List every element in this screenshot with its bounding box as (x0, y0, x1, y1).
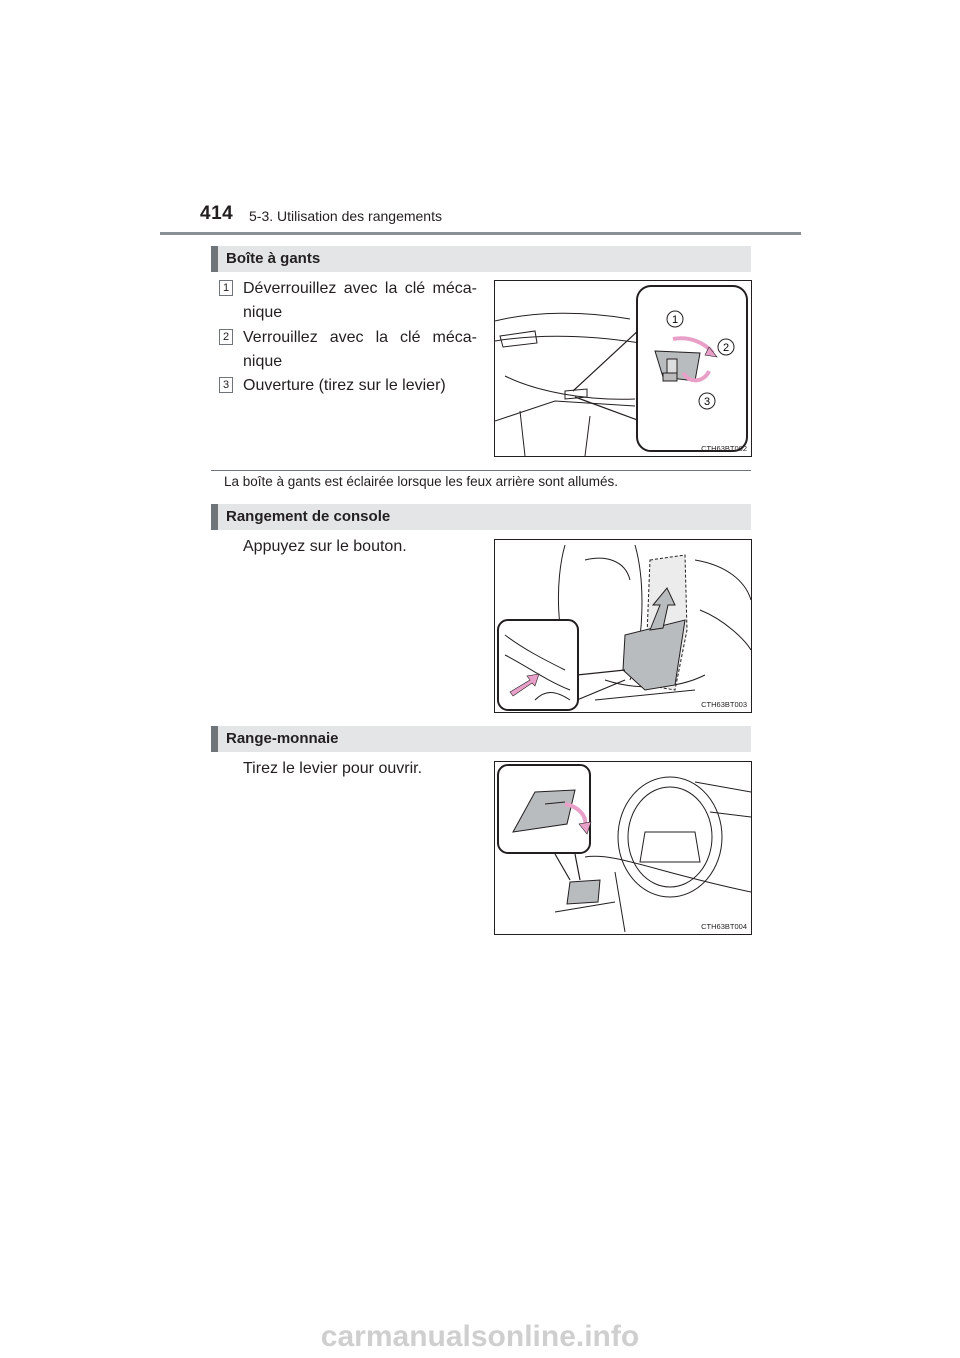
header-rule (160, 232, 801, 235)
figure-code: CTH63BT004 (701, 922, 747, 931)
callout-2: 2 (722, 342, 730, 354)
glovebox-note: La boîte à gants est éclairée lorsque les feux arrière sont allumés. (224, 474, 618, 489)
section-bar (211, 726, 218, 752)
callout-3: 3 (703, 396, 711, 408)
section-heading-console (211, 504, 751, 530)
glovebox-drawing (495, 281, 751, 456)
step-text-3: Ouverture (tirez sur le levier) (243, 377, 446, 394)
section-bar (211, 246, 218, 272)
section-title: Range-monnaie (226, 730, 339, 747)
console-illustration (494, 539, 752, 713)
step-text-1: Déverrouillez avec la clé méca-nique (243, 280, 477, 321)
step-badge-2: 2 (219, 329, 233, 345)
section-heading-glovebox (211, 246, 751, 272)
page-number: 414 (200, 203, 234, 224)
figure-code: CTH63BT002 (701, 444, 747, 453)
step-text-2: Verrouillez avec la clé méca-nique (243, 329, 477, 370)
running-header: 5-3. Utilisation des rangements (249, 208, 442, 224)
coinholder-illustration (494, 761, 752, 935)
note-rule (211, 470, 751, 471)
glovebox-illustration (494, 280, 752, 457)
section-title: Boîte à gants (226, 250, 321, 267)
section-title: Rangement de console (226, 508, 391, 525)
watermark: carmanualsonline.info (320, 1320, 640, 1353)
coinholder-drawing (495, 762, 751, 934)
console-drawing (495, 540, 751, 712)
callout-1: 1 (671, 314, 679, 326)
figure-code: CTH63BT003 (701, 700, 747, 709)
step-badge-1: 1 (219, 280, 233, 296)
section-bar (211, 504, 218, 530)
step-badge-3: 3 (219, 377, 233, 393)
section-heading-coinholder (211, 726, 751, 752)
coinholder-instruction: Tirez le levier pour ouvrir. (243, 760, 423, 777)
console-instruction: Appuyez sur le bouton. (243, 538, 407, 555)
